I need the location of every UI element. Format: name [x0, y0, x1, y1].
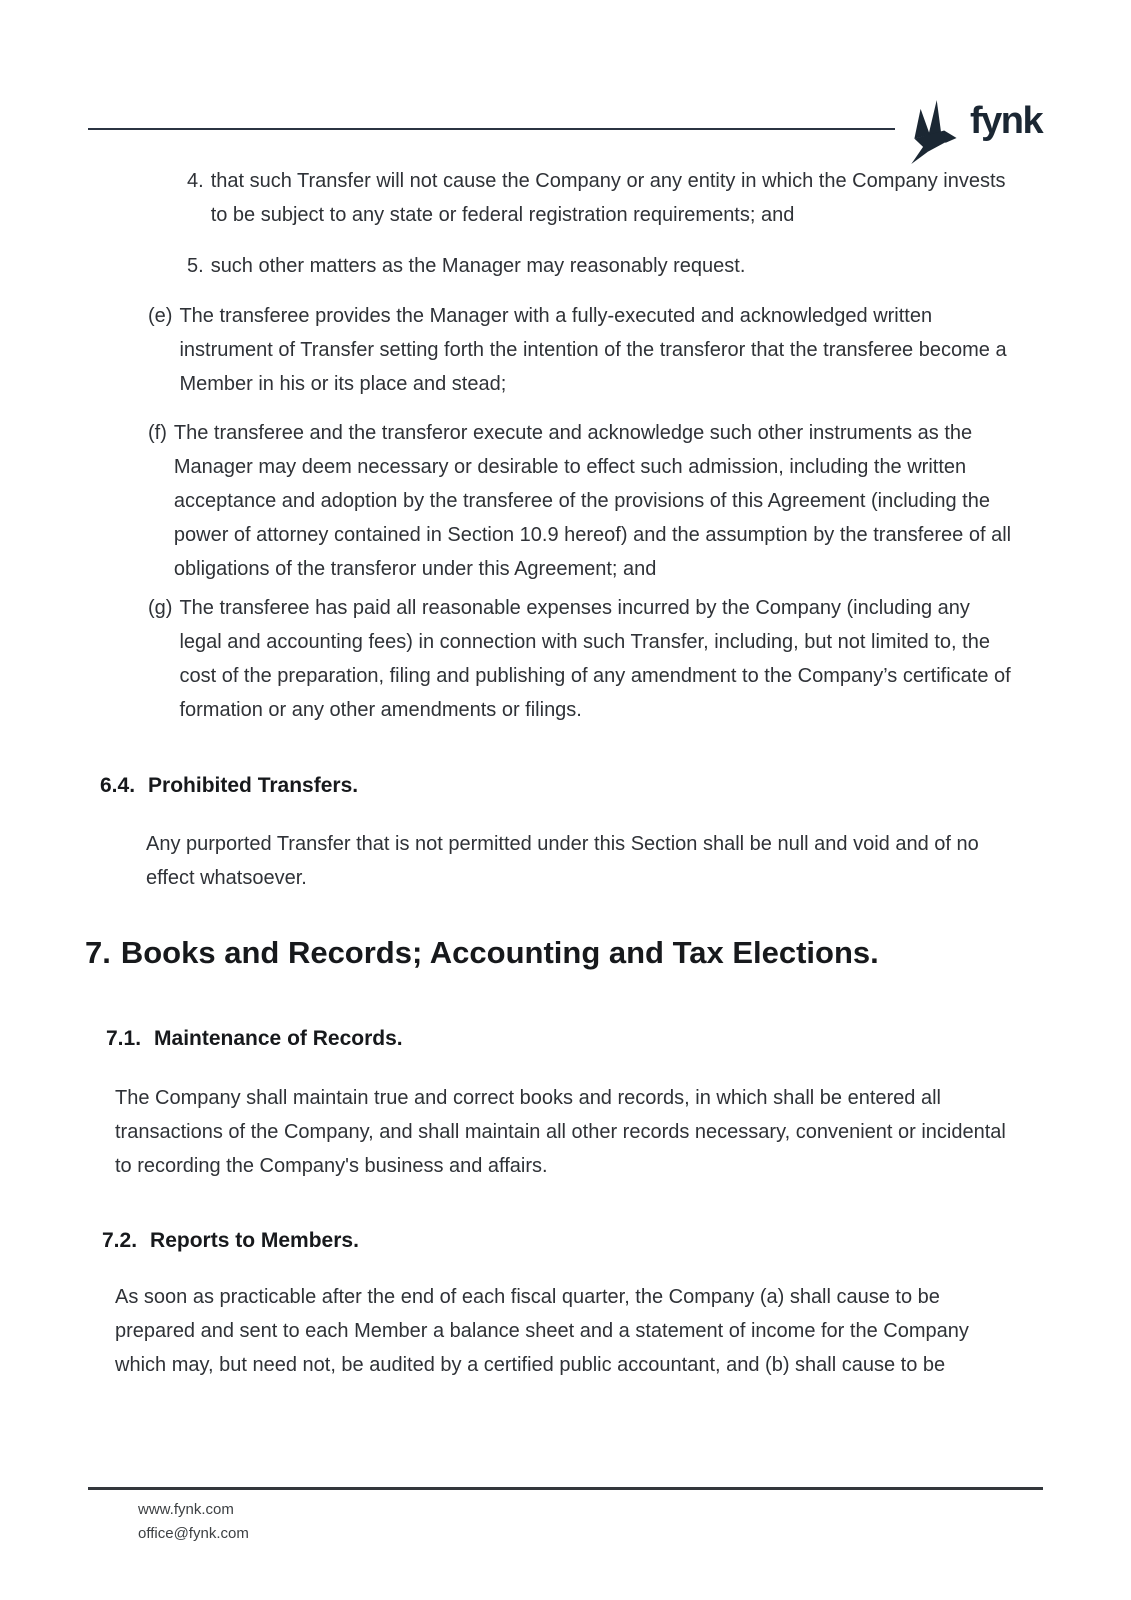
list-item-text: The transferee and the transferor execute and acknowledge such other instruments as the Manager may deem necessary or desirable to effect such admission, including the written acceptance and adoption by the transferee of the provisions of this Agreement (including the power of attorney contained in Section 10.9 hereof) and the assumption by the transferee of all obligations of the transferor under this Agreement; and	[173, 422, 1012, 580]
section-number: 6.4.	[100, 774, 136, 797]
list-item-g	[148, 591, 1012, 727]
origami-bird-icon	[902, 94, 964, 172]
list-item-number: 4.	[187, 170, 204, 192]
list-item-text: The transferee has paid all reasonable expenses incurred by the Company (including any legal and accounting fees) in connection with such Transfer, including, but not limited to, the cost of the preparation, filing and publishing of any amendment to the Company’s certificate of formation or any other amendments or filings.	[179, 597, 1011, 721]
section-title: Maintenance of Records.	[154, 1027, 403, 1050]
list-item-text: such other matters as the Manager may reasonably request.	[210, 255, 746, 277]
list-item-e	[148, 299, 1012, 401]
section-title: Books and Records; Accounting and Tax Elections.	[120, 935, 879, 970]
section-7-1-paragraph: The Company shall maintain true and correct books and records, in which shall be entered all transactions of the Company, and shall maintain all other records necessary, convenient or incidental to recording the Company's business and affairs.	[115, 1087, 1006, 1177]
header-divider	[88, 128, 895, 130]
list-item-label: (f)	[148, 422, 167, 444]
section-number: 7.2.	[102, 1229, 138, 1252]
list-item-label: (e)	[148, 305, 173, 327]
list-item-f	[148, 416, 1012, 586]
footer-email: office@fynk.com	[138, 1525, 249, 1542]
section-heading-7-1	[106, 1024, 403, 1054]
list-item-text: that such Transfer will not cause the Company or any entity in which the Company invests to be subject to any state or federal registration requirements; and	[210, 170, 1006, 226]
section-title: Reports to Members.	[150, 1229, 359, 1252]
list-item-number: 5.	[187, 255, 204, 277]
section-title: Prohibited Transfers.	[148, 774, 359, 797]
list-item-4	[187, 164, 1015, 232]
list-item-text: The transferee provides the Manager with a fully-executed and acknowledged written instrument of Transfer setting forth the intention of the transferor that the transferee become a Member in his or its place and stead;	[179, 305, 1007, 395]
list-item-label: (g)	[148, 597, 173, 619]
section-7-2-paragraph: As soon as practicable after the end of each fiscal quarter, the Company (a) shall cause to be prepared and sent to each Member a balance sheet and a statement of income for the Company which may, but need not, be audited by a certified public accountant, and (b) shall cause to be	[115, 1286, 969, 1376]
section-heading-7-2	[102, 1226, 359, 1256]
section-heading-7	[85, 932, 879, 974]
brand-logo-text: fynk	[970, 100, 1043, 142]
section-6-4-paragraph: Any purported Transfer that is not permitted under this Section shall be null and void and of no effect whatsoever.	[146, 833, 979, 889]
footer-website: www.fynk.com	[138, 1501, 234, 1518]
section-number: 7.1.	[106, 1027, 142, 1050]
footer-contact	[138, 1498, 249, 1546]
footer-divider	[88, 1487, 1043, 1490]
section-heading-6-4	[100, 771, 358, 801]
list-item-5	[187, 249, 1015, 283]
section-number: 7.	[85, 935, 111, 970]
